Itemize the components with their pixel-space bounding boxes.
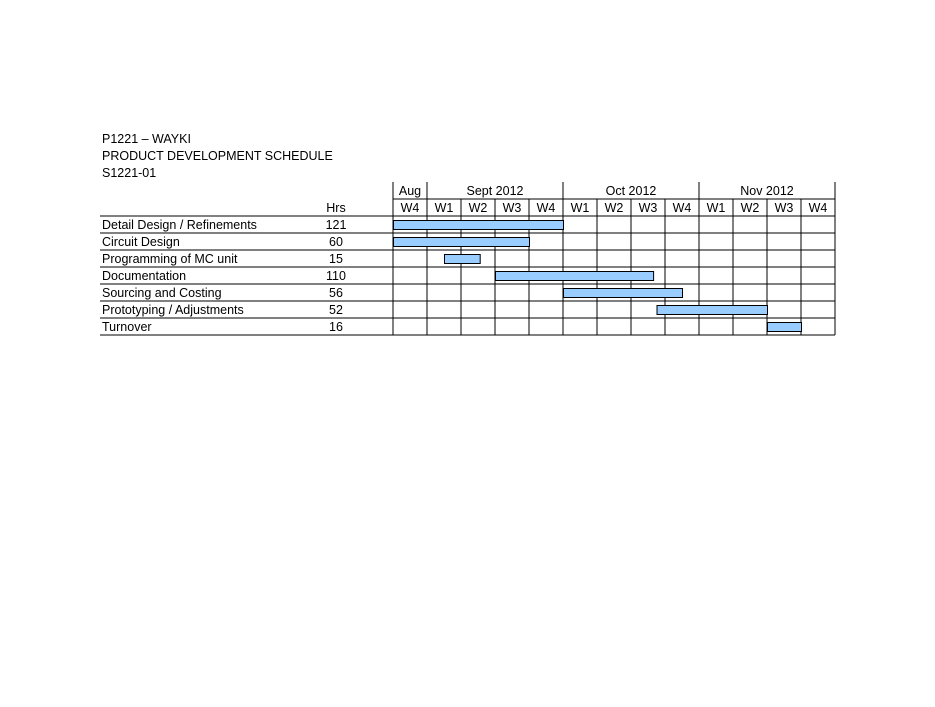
week-label: W2: [740, 201, 760, 215]
task-bar: [564, 289, 683, 298]
week-label: W4: [536, 201, 556, 215]
task-bar: [768, 323, 802, 332]
week-label: W3: [502, 201, 522, 215]
hours-header: Hrs: [326, 201, 346, 215]
task-hours: 16: [329, 320, 343, 334]
schedule-title: PRODUCT DEVELOPMENT SCHEDULE: [102, 149, 333, 163]
task-hours: 60: [329, 235, 343, 249]
task-name: Circuit Design: [102, 235, 180, 249]
month-label: Sept 2012: [466, 184, 524, 198]
task-name: Sourcing and Costing: [102, 286, 222, 300]
week-label: W4: [400, 201, 420, 215]
month-label: Nov 2012: [740, 184, 794, 198]
task-hours: 52: [329, 303, 343, 317]
week-label: W1: [434, 201, 454, 215]
project-title: P1221 – WAYKI: [102, 132, 191, 146]
task-name: Programming of MC unit: [102, 252, 238, 266]
week-label: W1: [570, 201, 590, 215]
task-bar: [394, 221, 564, 230]
week-label: W1: [706, 201, 726, 215]
week-label: W2: [468, 201, 488, 215]
task-name: Turnover: [102, 320, 152, 334]
task-hours: 56: [329, 286, 343, 300]
task-bar: [496, 272, 654, 281]
task-name: Documentation: [102, 269, 187, 283]
week-label: W4: [808, 201, 828, 215]
task-name: Prototyping / Adjustments: [102, 303, 244, 317]
task-name: Detail Design / Refinements: [102, 218, 257, 232]
month-label: Aug: [398, 184, 422, 198]
task-bar: [445, 255, 481, 264]
task-bar: [394, 238, 530, 247]
task-hours: 110: [326, 269, 346, 283]
month-label: Oct 2012: [605, 184, 657, 198]
task-hours: 15: [329, 252, 343, 266]
week-label: W3: [638, 201, 658, 215]
week-label: W4: [672, 201, 692, 215]
task-bar: [657, 306, 768, 315]
task-hours: 121: [325, 218, 347, 232]
week-label: W2: [604, 201, 624, 215]
document-number: S1221-01: [102, 166, 157, 180]
week-label: W3: [774, 201, 794, 215]
